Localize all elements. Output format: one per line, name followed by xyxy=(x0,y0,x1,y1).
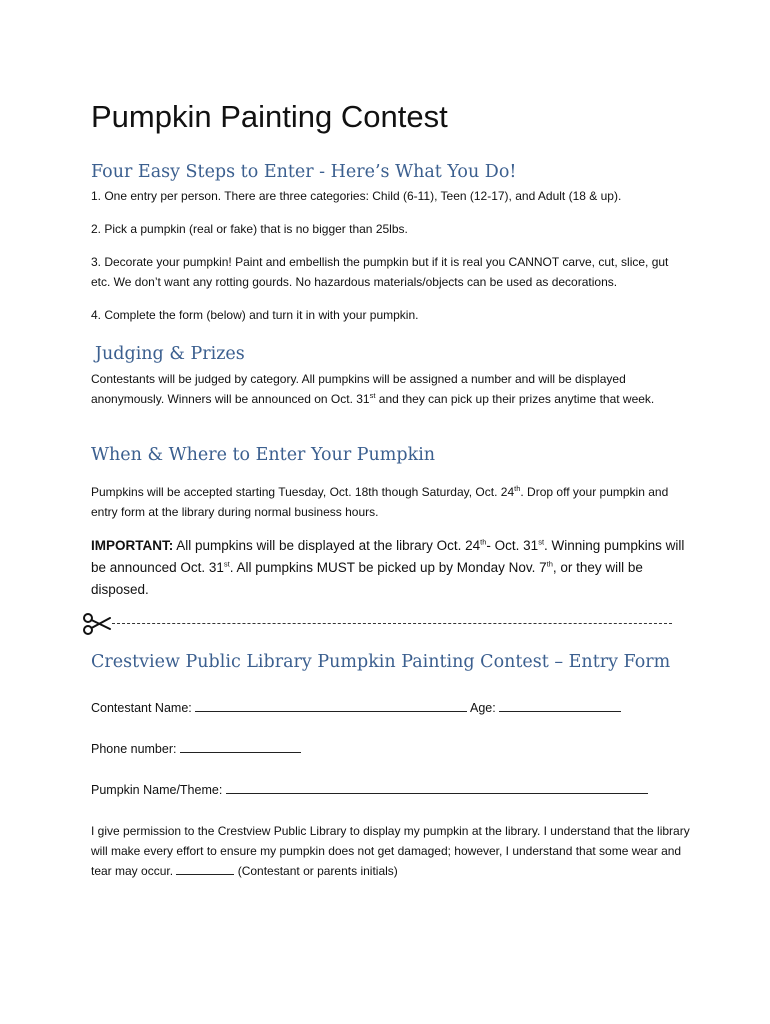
name-age-row xyxy=(91,698,621,718)
step-2: 2. Pick a pumpkin (real or fake) that is no bigger than 25lbs. xyxy=(91,222,408,236)
theme-row xyxy=(91,780,648,800)
judging-text: Contestants will be judged by category. All pumpkins will be assigned a number and will be displayed anonymously. Winners will be announced on Oct. 31st and they can pick up their prizes anytime that week. xyxy=(91,372,655,406)
steps-heading: Four Easy Steps to Enter - Here’s What You Do! xyxy=(91,162,517,182)
when-where-heading: When & Where to Enter Your Pumpkin xyxy=(91,445,436,465)
scissors-icon xyxy=(82,610,112,638)
age-field[interactable] xyxy=(499,698,621,712)
dashed-cut-line xyxy=(112,623,672,624)
when-where-text: Pumpkins will be accepted starting Tuesday, Oct. 18th though Saturday, Oct. 24th. Drop off your pumpkin and entry form at the library during normal business hours. xyxy=(91,484,669,519)
name-label: Contestant Name: xyxy=(91,701,196,715)
name-field[interactable] xyxy=(195,698,467,712)
important-notice: IMPORTANT: All pumpkins will be displayed at the library Oct. 24th- Oct. 31st. Winning pumpkins will be announced Oct. 31st. All pumpkins MUST be picked up by Monday Nov. 7th, or they will be disposed. xyxy=(91,537,685,597)
step-4: 4. Complete the form (below) and turn it in with your pumpkin. xyxy=(91,308,419,322)
phone-field[interactable] xyxy=(180,739,301,753)
initials-field[interactable] xyxy=(176,862,234,875)
theme-field[interactable] xyxy=(226,780,648,794)
step-1: 1. One entry per person. There are three categories: Child (6-11), Teen (12-17), and Adult (18 & up). xyxy=(91,189,622,203)
judging-heading: Judging & Prizes xyxy=(95,344,245,364)
entry-form-heading: Crestview Public Library Pumpkin Painting Contest – Entry Form xyxy=(91,652,671,672)
theme-label: Pumpkin Name/Theme: xyxy=(91,783,226,797)
cut-line xyxy=(82,610,672,638)
phone-label: Phone number: xyxy=(91,742,180,756)
page-title: Pumpkin Painting Contest xyxy=(91,99,448,134)
important-label: IMPORTANT: xyxy=(91,538,174,553)
permission-text: I give permission to the Crestview Public Library to display my pumpkin at the library. I understand that the library will make every effort to ensure my pumpkin does not get damaged; however, I understand that some wear and tear may occur. (Contestant or parents initials) xyxy=(91,824,690,878)
step-3: 3. Decorate your pumpkin! Paint and embellish the pumpkin but if it is real you CANNOT carve, cut, slice, gut etc. We don’t want any rotting gourds. No hazardous materials/objects can be used as decorations. xyxy=(91,255,669,289)
phone-row xyxy=(91,739,301,759)
age-label: Age: xyxy=(467,701,500,715)
